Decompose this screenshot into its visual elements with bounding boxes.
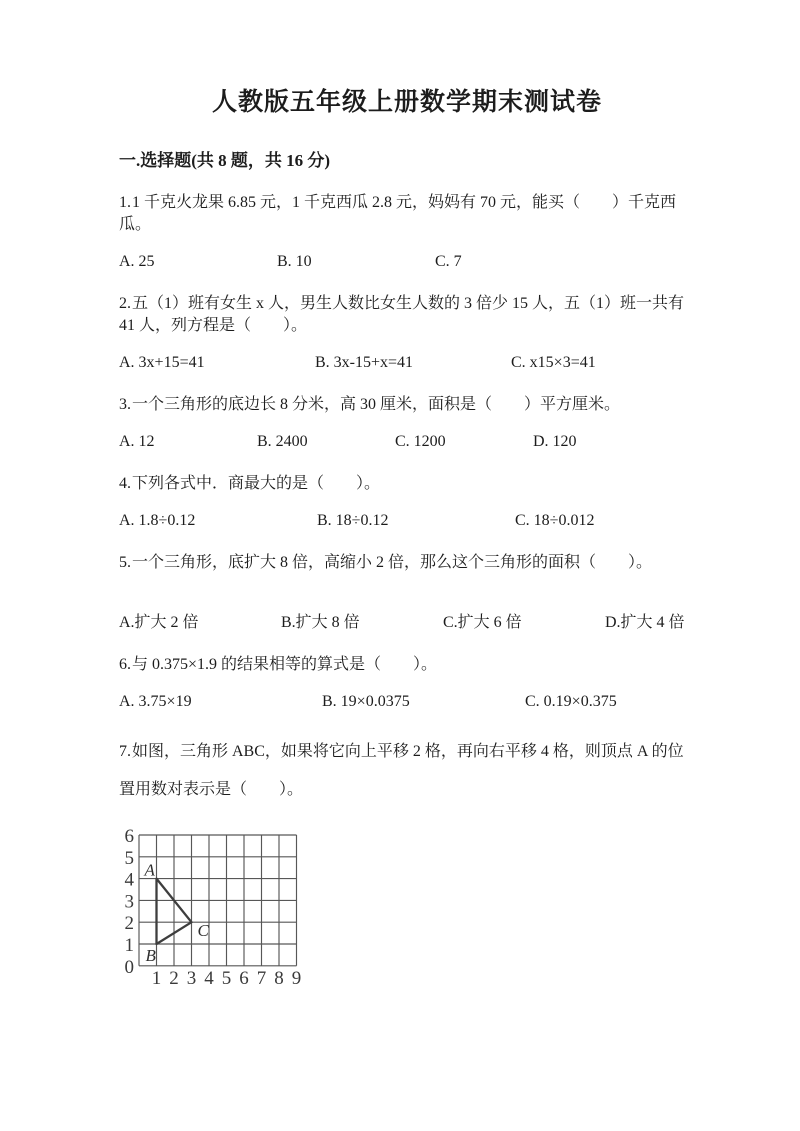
x-tick-label: 6 [239,967,249,989]
question-5-number: 5. [119,554,131,571]
option-a: A. 12 [119,433,155,450]
question-2-body: 五（1）班有女生 x 人，男生人数比女生人数的 3 倍少 15 人，五（1）班一共有 41 人，列方程是（ ）。 [119,295,685,334]
y-tick-label: 0 [124,956,134,978]
question-6-text [119,654,695,676]
question-3-text [119,394,695,416]
x-tick-label: 8 [274,967,284,989]
x-tick-label: 4 [204,967,214,989]
vertex-label-C: C [197,921,209,941]
y-tick-label: 6 [124,826,134,847]
option-b: B.扩大 8 倍 [281,614,360,631]
option-c: C.扩大 6 倍 [443,614,522,631]
question-1 [119,192,695,273]
grid-lines [139,835,297,966]
question-1-body: 1 千克火龙果 6.85 元，1 千克西瓜 2.8 元，妈妈有 70 元，能买（ ）千克西瓜。 [119,194,677,233]
y-tick-label: 2 [124,913,134,935]
x-tick-label: 2 [169,967,179,989]
question-2 [119,293,695,374]
question-2-number: 2. [119,295,131,312]
question-3-options [119,431,695,453]
question-4-text [119,473,695,495]
question-6-options [119,691,695,713]
vertex-label-A: A [144,860,155,880]
question-4-body: 下列各式中．商最大的是（ ）。 [132,475,381,492]
question-1-number: 1. [119,194,131,211]
option-a: A. 3x+15=41 [119,354,205,371]
question-5-text [119,552,695,574]
option-b: B. 19×0.0375 [322,693,410,710]
page-title: 人教版五年级上册数学期末测试卷 [211,89,602,116]
y-tick-label: 5 [124,847,134,869]
y-tick-label: 1 [124,935,134,956]
figure-svg [119,826,319,991]
option-a: A.扩大 2 倍 [119,614,199,631]
x-tick-label: 1 [151,967,162,989]
question-6-body: 与 0.375×1.9 的结果相等的算式是（ ）。 [132,656,438,673]
option-d: D.扩大 4 倍 [605,614,685,631]
question-7 [119,733,695,809]
x-tick-label: 9 [291,967,302,989]
option-c: C. 0.19×0.375 [525,693,617,710]
option-a: A. 25 [119,253,155,270]
option-c: C. 18÷0.012 [515,512,595,529]
question-3 [119,394,695,453]
y-tick-label: 3 [124,891,134,913]
question-3-number: 3. [119,396,131,413]
question-6-number: 6. [119,656,131,673]
option-a: A. 3.75×19 [119,693,192,710]
question-2-text [119,293,695,337]
question-4-options [119,510,695,532]
question-7-body: 如图，三角形 ABC，如果将它向上平移 2 格，再向右平移 4 格，则顶点 A 的位置用数对表示是（ ）。 [119,743,684,798]
option-a: A. 1.8÷0.12 [119,512,196,529]
option-c: C. 1200 [395,433,446,450]
question-7-text [119,733,695,809]
option-b: B. 3x-15+x=41 [315,354,414,371]
question-5-options [119,612,695,634]
question-5 [119,552,695,634]
option-d: D. 120 [533,433,577,450]
question-1-text [119,192,695,236]
vertex-labels [144,861,210,965]
section-heading: 一.选择题(共 8 题，共 16 分) [119,151,331,170]
question-2-options [119,352,695,374]
vertex-label-B: B [145,946,156,965]
question-4 [119,473,695,532]
question-6 [119,654,695,713]
question-3-body: 一个三角形的底边长 8 分米，高 30 厘米，面积是（ ）平方厘米。 [132,396,621,413]
question-1-options [119,251,695,273]
option-b: B. 18÷0.12 [317,512,389,529]
option-c: C. 7 [435,253,462,270]
y-tick-label: 4 [124,869,134,891]
option-b: B. 2400 [257,433,308,450]
x-tick-label: 5 [221,967,232,989]
option-c: C. x15×3=41 [511,354,596,371]
question-4-number: 4. [119,475,131,492]
question-5-body: 一个三角形，底扩大 8 倍，高缩小 2 倍，那么这个三角形的面积（ ）。 [132,554,653,571]
question-7-figure [119,826,695,991]
question-7-number: 7. [119,743,131,760]
option-b: B. 10 [277,253,312,270]
x-tick-label: 7 [256,967,267,989]
x-tick-label: 3 [186,967,197,989]
